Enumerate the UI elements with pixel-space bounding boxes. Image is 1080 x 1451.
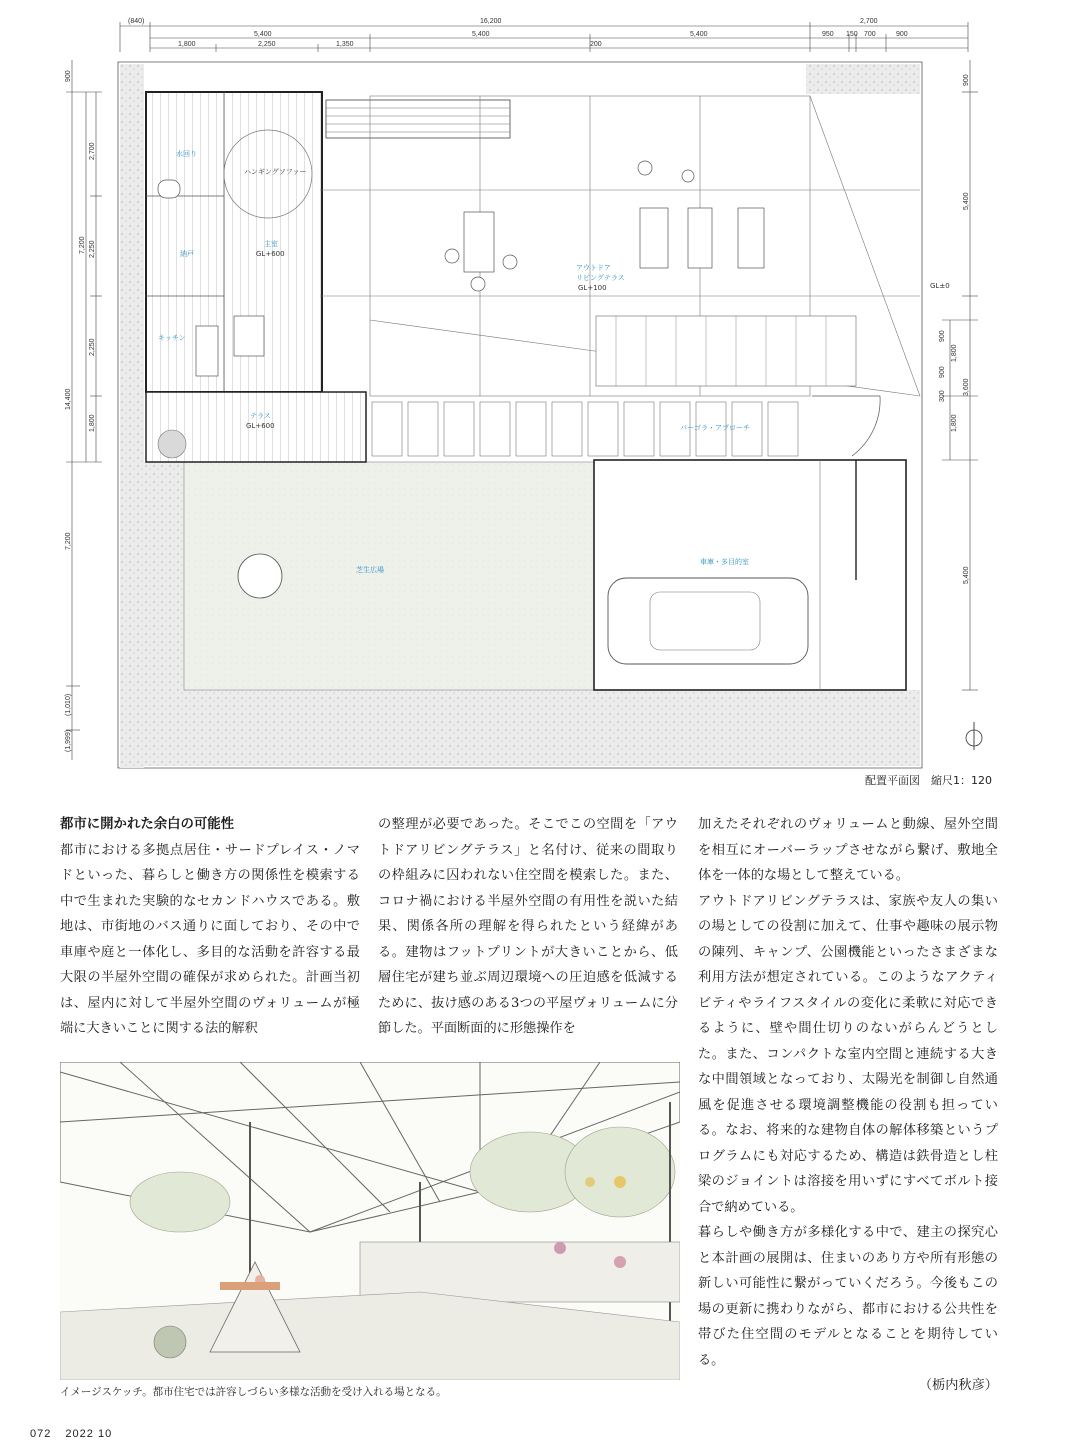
label-main: 主室 (264, 240, 278, 248)
label-hanging: ハンギングソファー (244, 168, 307, 176)
dim-left-1: 2,700 (89, 142, 96, 160)
dim-row2-6: 900 (896, 31, 908, 38)
image-sketch (60, 1062, 680, 1380)
dim-left-7: 14,400 (65, 388, 72, 410)
article-column-2 (378, 812, 678, 1042)
dim-right-3: 1,800 (951, 344, 958, 362)
article-col3-p2: アウトドアリビングテラスは、家族や友人の集いの場としての役割に加えて、仕事や趣味の展示物の陳列、キャンプ、公園機能といったさまざまな利用方法が想定されている。このようなアクティビティやライフスタイルの変化に柔軟に対応できるように、壁や間仕切りのないがらんどうとした。また、コンパクトな室内空間と連続する大きな中間領域となっており、太陽光を制御し自然通風を促進させる環境調整機能の役割も担っている。なお、将来的な建物自体の解体移築というプログラムにも対応するため、構造は鉄骨造とし柱梁のジョイントは溶接を用いずにすべてボルト接合で納めている。 (698, 893, 998, 1215)
label-water: 水回り (176, 150, 197, 158)
dim-left-6: 7,200 (65, 532, 72, 550)
dim-row2-4: 150 (846, 31, 858, 38)
dim-right-1: 5,400 (963, 192, 970, 210)
dim-left-3: 2,250 (89, 338, 96, 356)
dim-2700: 2,700 (860, 18, 878, 25)
label-main-level: GL+600 (256, 250, 285, 258)
steps (596, 316, 856, 386)
right-dim-labels (939, 74, 970, 584)
dim-right-2: 900 (939, 330, 946, 342)
issue-date: 2022 10 (65, 1428, 113, 1440)
round-table (238, 554, 282, 598)
page-folio (30, 1428, 122, 1440)
dim-right-8: 5,400 (963, 566, 970, 584)
dim-left-9: (1,999) (65, 729, 72, 752)
dim-left-4: 1,800 (89, 414, 96, 432)
dim-left-8: (1,010) (65, 693, 72, 716)
gravel-bottom (120, 690, 920, 766)
dim-row2-5: 700 (864, 31, 876, 38)
dim-row2-2: 5,400 (690, 31, 708, 38)
gravel-top-right (806, 64, 920, 94)
label-outdoor-2: リビングテラス (576, 274, 625, 282)
dim-left-0: 900 (65, 70, 72, 82)
right-dimensions (942, 60, 978, 690)
page-number: 072 (30, 1428, 52, 1440)
stairs (326, 100, 510, 138)
label-gl0: GL±0 (930, 282, 950, 290)
dim-row2-3: 950 (822, 31, 834, 38)
article-column-3 (698, 812, 998, 1399)
article-col3-p1: 加えたそれぞれのヴォリュームと動線、屋外空間を相互にオーバーラップさせながら繋げ、敷地全体を一体的な場として整えている。 (698, 817, 998, 883)
gravel-left-low (120, 462, 184, 692)
car (608, 578, 808, 664)
article-column-1 (60, 812, 360, 1042)
dim-row2-1: 5,400 (472, 31, 490, 38)
sketch-caption: イメージスケッチ。都市住宅では許容しづらい多様な活動を受け入れる場となる。 (60, 1386, 447, 1398)
plan-caption: 配置平面図 縮尺1：120 (865, 774, 992, 787)
left-dim-labels (65, 70, 96, 752)
table (234, 316, 264, 356)
label-terrace-level: GL+600 (246, 422, 275, 430)
label-outdoor-level: GL+100 (578, 284, 607, 292)
toilet (158, 180, 180, 198)
dim-row2-0: 5,400 (254, 31, 272, 38)
label-storage: 納戸 (180, 250, 194, 258)
article-heading: 都市に開かれた余白の可能性 (60, 817, 235, 832)
top-dimensions (120, 22, 968, 52)
article-col1-text: 都市における多拠点居住・サードプレイス・ノマドといった、暮らしと働き方の関係性を模索する中で生まれた実験的なセカンドハウスである。敷地は、市街地のバス通りに面しており、その中で車庫や庭と一体化し、多目的な活動を許容する最大限の半屋外空間の確保が求められた。計画当初は、屋内に対して半屋外空間のヴォリュームが極端に大きいことに関する法的解釈 (60, 842, 360, 1036)
kitchen-counter (196, 326, 218, 376)
dim-right-4: 900 (939, 366, 946, 378)
label-outdoor-1: アウトドア (576, 264, 611, 272)
dim-total: 16,200 (480, 18, 502, 25)
label-garage: 車庫・多目的室 (700, 558, 749, 566)
dim-row3-2: 1,350 (336, 41, 354, 48)
dim-row3-0: 1,800 (178, 41, 196, 48)
dim-right-0: 900 (963, 74, 970, 86)
label-lawn: 芝生広場 (356, 566, 384, 574)
article-author: （栃内秋彦） (918, 1378, 998, 1393)
dim-row3-1: 2,250 (258, 41, 276, 48)
article-col3-p3: 暮らしや働き方が多様化する中で、建主の探究心と本計画の展開は、住まいのあり方や所有形態の新しい可能性に繋がっていくだろう。今後もこの場の更新に携わりながら、都市における公共性を帯びた住空間のモデルとなることを期待している。 (698, 1225, 998, 1368)
dim-840: (840) (128, 18, 145, 25)
dim-left-2: 2,250 (89, 240, 96, 258)
label-pergola: パーゴラ・アプローチ (680, 424, 750, 432)
label-terrace: テラス (250, 412, 271, 420)
article-col2-text: の整理が必要であった。そこでこの空間を「アウトドアリビングテラス」と名付け、従来の間取りの枠組みに囚われない住空間を模索した。また、コロナ禍における半屋外空間の有用性を説いた結果、関係各所の理解を得られたという経緯がある。建物はフットプリントが大きいことから、低層住宅が建ち並ぶ周辺環境への圧迫感を低減するために、抜け感のある3つの平屋ヴォリュームに分節した。平面断面的に形態操作を (378, 817, 678, 1036)
plant (158, 430, 186, 458)
dim-row3-3: 200 (590, 41, 602, 48)
dim-right-5: 300 (939, 390, 946, 402)
dim-right-6: 3,600 (963, 378, 970, 396)
label-kitchen: キッチン (158, 334, 186, 342)
dim-right-7: 1,800 (951, 414, 958, 432)
dim-left-5: 7,200 (79, 236, 86, 254)
